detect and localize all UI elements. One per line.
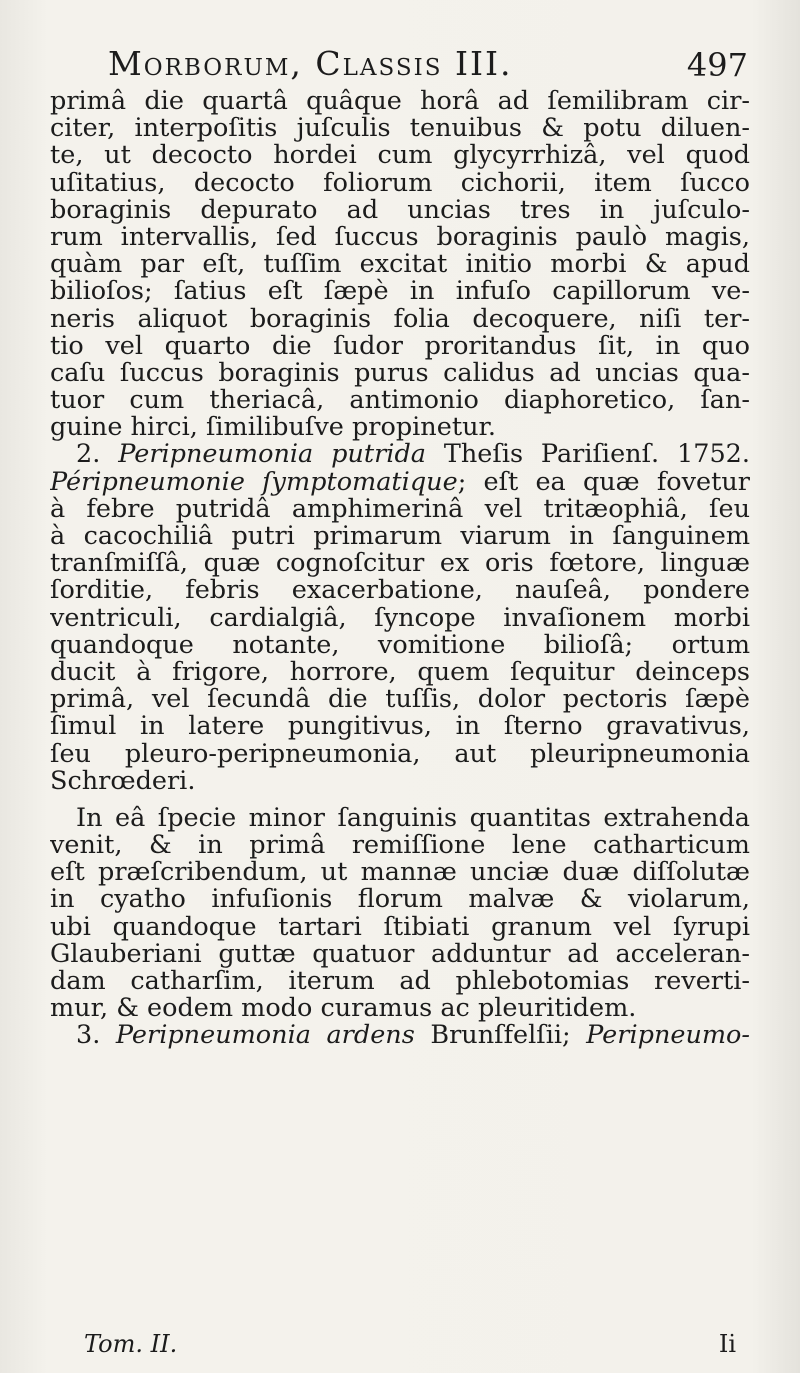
text-fragment: ; eſt ea quæ fovetur (457, 468, 750, 496)
page-number: 497 (686, 46, 748, 84)
text-line: ducit à frigore, horrore, quem ſequitur deinceps (50, 658, 750, 687)
text-line: rum intervallis, ſed ſuccus boraginis paulò magis, (50, 223, 750, 252)
text-line: in cyatho infuſionis florum malvæ & violarum, (50, 886, 750, 914)
text-line: quandoque notante, vomitione bilioſâ; ortum (50, 631, 750, 659)
text-line: dam catharſim, iterum ad phlebotomias reverti- (50, 968, 750, 996)
section-number: 2. (76, 441, 101, 469)
text-line: ſorditie, febris exacerbatione, nauſeâ, pondere (50, 577, 750, 605)
gathering-signature: Ii (718, 1330, 736, 1358)
text-line: ſeu pleuro-peripneumonia, aut pleuripneumonia (50, 740, 750, 768)
section-heading (50, 441, 750, 468)
text-line: bilioſos; ſatius eſt ſæpè in infuſo capillorum ve- (50, 278, 750, 306)
text-line: ventriculi, cardialgiâ, ſyncope invaſionem morbi (50, 604, 750, 632)
paragraph-gap (50, 795, 750, 805)
text-line: guine hirci, ſimilibuſve propinetur. (50, 414, 496, 442)
text-line: mur, & eodem modo curamus ac pleuritidem. (50, 995, 637, 1023)
section-heading (50, 1022, 750, 1049)
text-line: à cacochiliâ putri primarum viarum in ſanguinem (50, 523, 750, 551)
text-line: tuor cum theriacâ, antimonio diaphoretico, ſan- (50, 387, 750, 415)
section-source: Theſis Pariſienſ. 1752. (443, 441, 750, 469)
section-title: Peripneumonia ardens (115, 1022, 415, 1050)
text-line: ubi quandoque tartari ſtibiati granum vel ſyrupi (50, 913, 750, 941)
text-line: uſitatius, decocto foliorum cichorii, item ſucco (50, 169, 750, 197)
text-line: tio vel quarto die ſudor proritandus ſit, in quo (50, 332, 750, 360)
text-line: venit, & in primâ remiſſione lene catharticum (50, 832, 750, 860)
text-line: citer, interpoſitis juſculis tenuibus & potu diluen- (50, 115, 750, 143)
text-line (50, 469, 750, 496)
text-line: eſt præſcribendum, ut mannæ unciæ duæ diſſolutæ (50, 859, 750, 887)
text-line: neris aliquot boraginis folia decoquere, niſi ter- (50, 305, 750, 333)
text-line: primâ, vel ſecundâ die tuſſis, dolor pectoris ſæpè (50, 686, 750, 714)
running-head: Morborum, Classis III. (108, 44, 513, 83)
text-line: à febre putridâ amphimerinâ vel tritæophiâ, ſeu (50, 495, 750, 523)
section-source: Brunſfelſii; (430, 1022, 571, 1050)
body-text (50, 88, 750, 1050)
section-title-continued: Peripneumo- (586, 1022, 750, 1050)
volume-signature: Tom. II. (84, 1330, 178, 1358)
text-line: ſimul in latere pungitivus, in ſterno gravativus, (50, 713, 750, 741)
text-line: Schrœderi. (50, 767, 196, 795)
text-line: tranſmiſſâ, quæ cognoſcitur ex oris fœtore, linguæ (50, 550, 750, 578)
section-title: Peripneumonia putrida (118, 441, 426, 469)
section-number: 3. (76, 1022, 101, 1050)
text-line: caſu ſuccus boraginis purus calidus ad uncias qua- (50, 359, 750, 388)
section-subtitle: Péripneumonie ſymptomatique (50, 468, 458, 496)
text-line: primâ die quartâ quâque horâ ad ſemilibram cir- (50, 88, 750, 116)
text-line: boraginis depurato ad uncias tres in juſculo- (50, 196, 750, 224)
page-header (108, 44, 748, 88)
text-line: Glauberiani guttæ quatuor adduntur ad acceleran- (50, 940, 750, 968)
page-footer (50, 1330, 750, 1360)
text-line: quàm par eſt, tuſſim excitat initio morbi & apud (50, 251, 750, 279)
text-line: In eâ ſpecie minor ſanguinis quantitas extrahenda (76, 804, 750, 833)
text-line: te, ut decocto hordei cum glycyrrhizâ, vel quod (50, 142, 750, 170)
